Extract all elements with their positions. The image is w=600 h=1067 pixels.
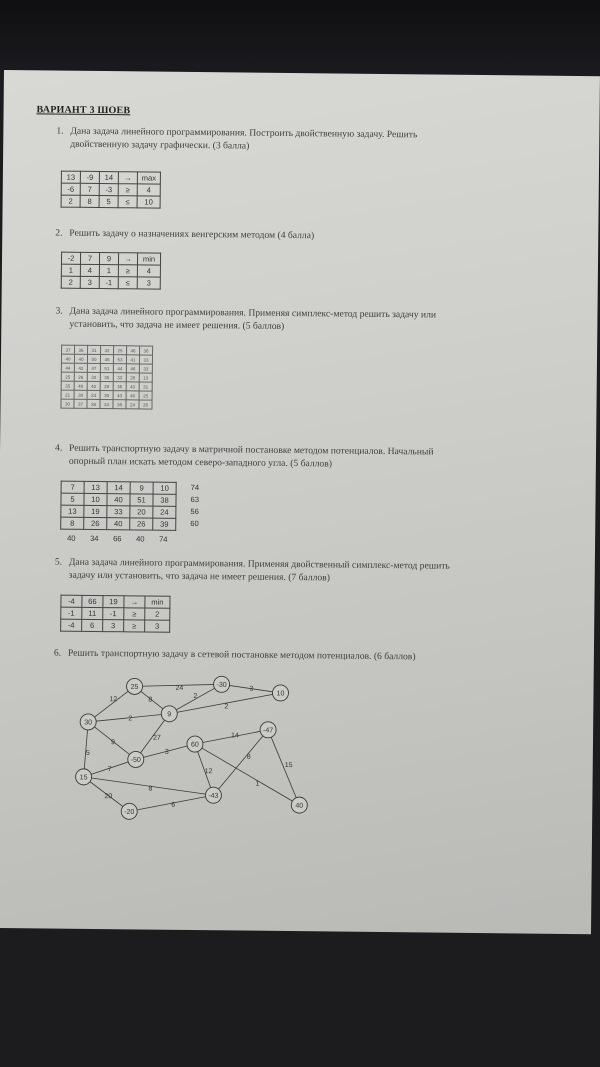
table-cell: → bbox=[118, 253, 137, 265]
table-cell: 26 bbox=[130, 518, 153, 530]
table-cell: 24 bbox=[126, 400, 139, 409]
node-value-label: 30 bbox=[84, 719, 93, 727]
edge-cost-label: 24 bbox=[175, 684, 184, 692]
table-cell: -4 bbox=[61, 619, 82, 631]
table-cell: ≥ bbox=[118, 265, 137, 277]
table-cell: 30 bbox=[61, 399, 74, 408]
edge-cost-label: 27 bbox=[152, 734, 161, 742]
task-text-line: установить, что задача не имеет решения. (5 баллов) bbox=[69, 318, 285, 332]
table-cell: 35 bbox=[100, 373, 113, 382]
edge-cost-label: 2 bbox=[128, 715, 133, 723]
table-cell: 9 bbox=[130, 482, 153, 494]
background-top bbox=[0, 0, 600, 80]
table-cell: 33 bbox=[139, 364, 152, 373]
table-cell: 46 bbox=[126, 364, 139, 373]
edge-cost-label: 8 bbox=[148, 785, 153, 793]
demand-value: 40 bbox=[136, 534, 145, 544]
table-cell: 25 bbox=[114, 346, 127, 355]
task-text-line: задачу или установить, что задача не имеет решения. (7 баллов) bbox=[68, 569, 330, 584]
table-cell: 19 bbox=[103, 596, 124, 608]
exam-sheet bbox=[0, 70, 600, 934]
table-cell: 47 bbox=[87, 363, 100, 372]
node-value-label: 10 bbox=[276, 690, 285, 698]
table-cell: 30 bbox=[74, 390, 87, 399]
table-cell: 32 bbox=[101, 346, 114, 355]
table-cell: 36 bbox=[75, 345, 88, 354]
edge-cost-label: 6 bbox=[171, 801, 176, 809]
node-value-label: 60 bbox=[191, 741, 199, 749]
table-cell: 4 bbox=[137, 184, 160, 196]
table-cell: min bbox=[145, 596, 170, 608]
variant-title: ВАРИАНТ 3 ШОЕВ bbox=[36, 104, 131, 117]
node-value-label: -50 bbox=[130, 756, 141, 764]
table-cell: 3 bbox=[145, 620, 170, 632]
edge-cost-label: 5 bbox=[85, 749, 90, 757]
node-value-label: 25 bbox=[130, 683, 139, 691]
table-cell: 25 bbox=[139, 391, 152, 400]
table-cell: 4 bbox=[80, 264, 99, 276]
table-cell: 7 bbox=[80, 252, 99, 264]
table-cell: 25 bbox=[61, 372, 74, 381]
table-cell: 37 bbox=[74, 399, 87, 408]
table-cell: ≤ bbox=[118, 277, 137, 289]
table-cell: -2 bbox=[61, 252, 80, 264]
edge-cost-label: 12 bbox=[204, 768, 213, 776]
edge-cost-label: 14 bbox=[231, 732, 239, 740]
task-text-line: Решить транспортную задачу в матричной постановке методом потенциалов. Начальный bbox=[68, 442, 434, 458]
table-cell: 26 bbox=[126, 373, 139, 382]
table-cell: 3 bbox=[80, 276, 99, 288]
transport-network-graph bbox=[0, 70, 600, 934]
task-number: 3. bbox=[55, 305, 63, 317]
table-cell: 53 bbox=[113, 355, 126, 364]
table-cell: → bbox=[118, 172, 137, 184]
table-cell: 44 bbox=[61, 363, 74, 372]
table-cell: 26 bbox=[139, 400, 152, 409]
table-cell: ≥ bbox=[124, 608, 145, 620]
table-cell: 31 bbox=[139, 382, 152, 391]
table-cell: 31 bbox=[88, 345, 101, 354]
table-cell: 21 bbox=[61, 390, 74, 399]
task-text-line: опорный план искать методом северо-западного угла. (5 баллов) bbox=[68, 455, 333, 470]
table-cell: -1 bbox=[103, 608, 124, 620]
table-cell: 51 bbox=[100, 364, 113, 373]
edge-cost-label: 7 bbox=[107, 766, 112, 774]
node-value-label: -30 bbox=[216, 681, 227, 689]
table-cell: 38 bbox=[153, 494, 176, 506]
table-cell: 40 bbox=[107, 494, 130, 506]
table-cell: 5 bbox=[99, 196, 118, 208]
supply-value: 60 bbox=[190, 518, 199, 529]
table-cell: 41 bbox=[126, 355, 139, 364]
table-cell: ≥ bbox=[124, 620, 145, 632]
table-cell: 51 bbox=[130, 494, 153, 506]
edge-cost-label: 2 bbox=[193, 693, 198, 701]
supply-value: 56 bbox=[190, 506, 199, 517]
table-cell: 3 bbox=[137, 277, 160, 289]
table-cell: 10 bbox=[153, 482, 176, 494]
table-cell: 42 bbox=[87, 381, 100, 390]
table-cell: 29 bbox=[100, 382, 113, 391]
table-cell: 43 bbox=[126, 382, 139, 391]
table-cell: 14 bbox=[99, 172, 118, 184]
task-text-line: Решить задачу о назначениях венгерским методом (4 балла) bbox=[69, 227, 315, 242]
task-number: 5. bbox=[54, 556, 63, 568]
table-cell: 40 bbox=[74, 381, 87, 390]
edge-cost-label: 1 bbox=[255, 780, 260, 788]
table-cell: 11 bbox=[82, 607, 103, 619]
edge-cost-label: 3 bbox=[164, 748, 169, 756]
table-cell: -4 bbox=[61, 595, 82, 607]
table-cell: → bbox=[124, 596, 145, 608]
node-value-label: -47 bbox=[262, 727, 274, 735]
demand-value: 40 bbox=[67, 533, 76, 543]
node-value-label: 9 bbox=[167, 711, 172, 719]
task-text-line: Решить транспортную задачу в сетевой постановке методом потенциалов. (6 баллов) bbox=[67, 647, 416, 663]
table-cell: 5 bbox=[61, 493, 84, 505]
table-cell: 26 bbox=[84, 517, 107, 529]
table-cell: 44 bbox=[113, 364, 126, 373]
table-cell: 32 bbox=[87, 372, 100, 381]
table-cell: 35 bbox=[61, 381, 74, 390]
table-cell: 2 bbox=[145, 608, 170, 620]
task-number: 2. bbox=[55, 227, 63, 239]
table-cell: 2 bbox=[61, 195, 80, 207]
edge-cost-label: 20 bbox=[104, 793, 113, 801]
edge-cost-label: 12 bbox=[109, 696, 118, 704]
table-cell: 34 bbox=[100, 400, 113, 409]
edge-cost-label: 2 bbox=[224, 703, 229, 711]
table-cell: 37 bbox=[62, 345, 75, 354]
edge-cost-label: 8 bbox=[148, 696, 153, 704]
table-cell: -1 bbox=[61, 607, 82, 619]
table-cell: 33 bbox=[107, 506, 130, 518]
table-cell: 20 bbox=[130, 506, 153, 518]
table-cell: max bbox=[137, 172, 160, 184]
table-cell: min bbox=[137, 253, 160, 265]
table-cell: 45 bbox=[100, 355, 113, 364]
table-cell: 46 bbox=[127, 346, 140, 355]
edge-cost-label: 15 bbox=[284, 761, 293, 770]
table-cell: 24 bbox=[153, 506, 176, 518]
table-cell: 33 bbox=[139, 355, 152, 364]
supply-value: 74 bbox=[190, 482, 200, 493]
task-text-line: Дана задача линейного программирования. Построить двойственную задачу. Решить bbox=[70, 125, 418, 141]
table-cell: 13 bbox=[61, 171, 80, 183]
task-text-line: Дана задача линейного программирования. Применяя симплекс-метод решить задачу или bbox=[69, 305, 437, 321]
table-cell: 33 bbox=[113, 373, 126, 382]
table-cell: 10 bbox=[137, 196, 160, 208]
table-cell: 24 bbox=[87, 390, 100, 399]
table-cell: 43 bbox=[113, 391, 126, 400]
task-number: 6. bbox=[53, 647, 62, 659]
table-cell: 66 bbox=[82, 595, 103, 607]
edge-cost-label: 9 bbox=[110, 739, 115, 747]
table-cell: 3 bbox=[103, 620, 124, 632]
task-number: 1. bbox=[56, 125, 64, 137]
table-cell: -6 bbox=[61, 183, 80, 195]
demand-value: 74 bbox=[159, 534, 168, 544]
table-cell: 38 bbox=[87, 399, 100, 408]
table-cell: 1 bbox=[61, 264, 80, 276]
node-value-label: -20 bbox=[124, 808, 135, 816]
demand-value: 66 bbox=[113, 534, 122, 544]
table-cell: 40 bbox=[126, 391, 139, 400]
task-number: 4. bbox=[54, 442, 63, 454]
table-cell: -1 bbox=[99, 277, 118, 289]
table-cell: 19 bbox=[84, 505, 107, 517]
table-cell: ≥ bbox=[118, 184, 137, 196]
table-cell: 10 bbox=[84, 493, 107, 505]
table-cell: 13 bbox=[84, 481, 107, 493]
table-cell: ≤ bbox=[118, 196, 137, 208]
table-cell: 6 bbox=[82, 619, 103, 631]
table-cell: 42 bbox=[74, 363, 87, 372]
table-cell: -9 bbox=[80, 171, 99, 183]
node-value-label: -43 bbox=[208, 792, 219, 800]
table-cell: 13 bbox=[61, 505, 84, 517]
table-cell: 50 bbox=[87, 354, 100, 363]
table-cell: 26 bbox=[74, 372, 87, 381]
table-cell: 2 bbox=[61, 276, 80, 288]
table-cell: 36 bbox=[140, 346, 153, 355]
table-cell: 40 bbox=[61, 354, 74, 363]
edge-cost-label: 8 bbox=[246, 753, 251, 761]
table-cell: 40 bbox=[74, 354, 87, 363]
node-value-label: 15 bbox=[79, 774, 88, 782]
table-cell: 14 bbox=[107, 482, 130, 494]
demand-value: 34 bbox=[90, 533, 99, 544]
table-cell: 9 bbox=[99, 253, 118, 265]
table-cell: 4 bbox=[137, 265, 160, 277]
edge-cost-label: 3 bbox=[249, 685, 254, 693]
table-cell: 1 bbox=[99, 265, 118, 277]
table-cell: 13 bbox=[139, 373, 152, 382]
table-cell: 8 bbox=[80, 195, 99, 207]
table-cell: 36 bbox=[113, 382, 126, 391]
table-cell: -3 bbox=[99, 184, 118, 196]
table-cell: 40 bbox=[107, 518, 130, 530]
supply-value: 63 bbox=[190, 494, 200, 505]
table-cell: 36 bbox=[113, 400, 126, 409]
table-cell: 39 bbox=[153, 518, 176, 530]
task-text-line: Дана задача линейного программирования. Применяя двойственный симплекс-метод решить bbox=[68, 556, 450, 572]
table-cell: 30 bbox=[100, 391, 113, 400]
task-text-line: двойственную задачу графически. (3 балла) bbox=[70, 138, 250, 152]
node-value-label: 40 bbox=[295, 802, 304, 810]
table-cell: 7 bbox=[80, 183, 99, 195]
table-cell: 7 bbox=[61, 481, 84, 493]
table-cell: 8 bbox=[61, 517, 84, 529]
